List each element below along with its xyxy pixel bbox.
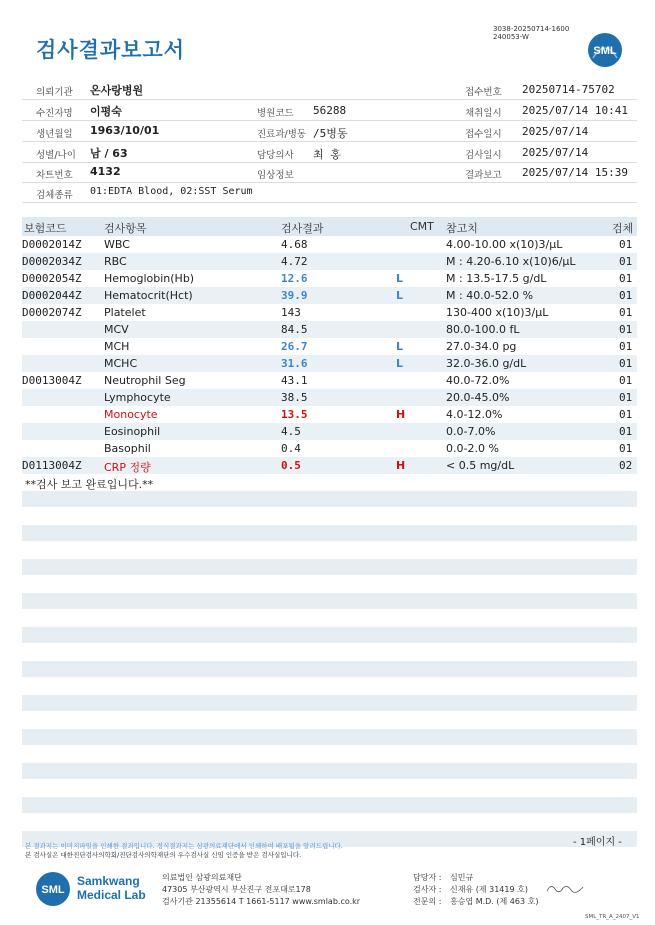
- table-row: [22, 270, 637, 287]
- divider: [22, 120, 637, 121]
- hospital-value: 온사랑병원: [90, 84, 144, 97]
- org-name: 의료법인 삼광의료재단: [162, 873, 242, 882]
- cell-item: Monocyte: [104, 408, 158, 421]
- page-indicator: - 1페이지 -: [573, 837, 622, 848]
- signature-icon: [545, 880, 585, 894]
- cell-result: 12.6: [281, 272, 308, 285]
- cell-code: D0002074Z: [22, 306, 82, 319]
- empty-row: [22, 593, 637, 609]
- cell-result: 4.5: [281, 425, 301, 438]
- cell-code: D0113004Z: [22, 459, 82, 472]
- cell-item: Basophil: [104, 442, 151, 455]
- doctor-label: 담당의사: [257, 150, 294, 161]
- svg-text:SML: SML: [41, 884, 65, 896]
- notice-line-1: 본 결과지는 이미지파일을 인쇄한 결과입니다. 정식결과지는 삼광의료재단에서 인쇄하여 배포됨을 알려드립니다.: [25, 842, 343, 850]
- divider: [22, 141, 637, 142]
- chart-label: 차트번호: [36, 170, 73, 181]
- cell-item: MCHC: [104, 357, 138, 370]
- collected-value: 2025/07/14 10:41: [522, 104, 628, 117]
- reference-code: 3038-20250714-1600 240053-W: [493, 25, 570, 41]
- reported-value: 2025/07/14 15:39: [522, 166, 628, 179]
- table-row: [22, 236, 637, 253]
- header-result: 검사결과: [281, 222, 324, 235]
- cell-ref: 20.0-45.0%: [446, 391, 510, 404]
- cell-item: Neutrophil Seg: [104, 374, 186, 387]
- divider: [22, 182, 637, 183]
- cell-specimen: 01: [619, 238, 633, 251]
- table-row: [22, 457, 637, 474]
- empty-row: [22, 695, 637, 711]
- header-specimen: 검체: [612, 222, 634, 235]
- birth-value: 1963/10/01: [90, 124, 160, 137]
- sml-logo-icon: [587, 32, 623, 68]
- empty-row: [22, 661, 637, 677]
- divider: [22, 99, 637, 100]
- reported-label: 결과보고: [465, 170, 502, 181]
- cell-ref: 130-400 x(10)3/μL: [446, 306, 549, 319]
- table-row: [22, 406, 637, 423]
- table-row: [22, 440, 637, 457]
- cell-specimen: 01: [619, 272, 633, 285]
- cell-code: D0002034Z: [22, 255, 82, 268]
- cell-cmt: L: [396, 289, 404, 302]
- cell-specimen: 01: [619, 357, 633, 370]
- org-address: 47305 부산광역시 부산진구 전포대로178: [162, 885, 311, 894]
- specimen-label: 검체종류: [36, 190, 73, 201]
- hospital-code-value: 56288: [313, 104, 347, 117]
- page-title: 검사결과보고서: [36, 38, 186, 62]
- cell-specimen: 01: [619, 255, 633, 268]
- empty-row: [22, 729, 637, 745]
- header-code: 보험코드: [24, 222, 67, 235]
- staff-1: 심민규: [450, 873, 474, 882]
- received-label: 접수일시: [465, 129, 502, 140]
- cell-code: D0002044Z: [22, 289, 82, 302]
- cell-code: D0002014Z: [22, 238, 82, 251]
- staff-label-2: 검사자 :: [413, 885, 442, 894]
- staff-3: 홍승엽 M.D. (제 463 호): [450, 897, 539, 906]
- birth-label: 생년월일: [36, 129, 73, 140]
- cell-ref: < 0.5 mg/dL: [446, 459, 515, 472]
- cell-ref: M : 40.0-52.0 %: [446, 289, 534, 302]
- cell-result: 31.6: [281, 357, 308, 370]
- cell-item: Hemoglobin(Hb): [104, 272, 195, 285]
- collected-label: 채취일시: [465, 108, 502, 119]
- cell-specimen: 01: [619, 442, 633, 455]
- empty-row: [22, 797, 637, 813]
- cell-ref: 27.0-34.0 pg: [446, 340, 517, 353]
- cell-result: 143: [281, 306, 301, 319]
- receipt-no-value: 20250714-75702: [522, 83, 615, 96]
- cell-specimen: 01: [619, 323, 633, 336]
- dept-value: /5병동: [313, 127, 348, 140]
- org-contact: 검사기관 21355614 T 1661-5117 www.smlab.co.kr: [162, 897, 361, 906]
- receipt-no-label: 접수번호: [465, 87, 502, 98]
- dept-label: 진료과/병동: [257, 129, 307, 140]
- table-row: [22, 321, 637, 338]
- tested-label: 검사일시: [465, 150, 502, 161]
- cell-ref: 4.00-10.00 x(10)3/μL: [446, 238, 563, 251]
- cell-result: 13.5: [281, 408, 308, 421]
- header-ref: 참고치: [446, 222, 478, 235]
- hospital-code-label: 병원코드: [257, 108, 294, 119]
- cell-item: Lymphocyte: [104, 391, 171, 404]
- table-row: [22, 372, 637, 389]
- empty-row: [22, 763, 637, 779]
- cell-result: 4.68: [281, 238, 308, 251]
- hospital-label: 의뢰기관: [36, 87, 73, 98]
- divider: [22, 162, 637, 163]
- cell-ref: 32.0-36.0 g/dL: [446, 357, 527, 370]
- cell-result: 38.5: [281, 391, 308, 404]
- table-row: [22, 423, 637, 440]
- results-table-header: [22, 217, 637, 236]
- staff-label-3: 전문의 :: [413, 897, 442, 906]
- empty-row: [22, 525, 637, 541]
- cell-item: WBC: [104, 238, 130, 251]
- cell-ref: 0.0-7.0%: [446, 425, 496, 438]
- cell-item: MCV: [104, 323, 129, 336]
- empty-row: [22, 559, 637, 575]
- cell-result: 0.5: [281, 459, 301, 472]
- table-row: [22, 304, 637, 321]
- cell-specimen: 01: [619, 374, 633, 387]
- cell-cmt: H: [396, 408, 406, 421]
- svg-text:SML: SML: [593, 45, 617, 57]
- footer-logo-name: Samkwang Medical Lab: [77, 874, 146, 902]
- header-cmt: CMT: [410, 220, 434, 233]
- cell-item: Eosinophil: [104, 425, 161, 438]
- cell-item: MCH: [104, 340, 130, 353]
- cell-result: 84.5: [281, 323, 308, 336]
- cell-cmt: L: [396, 357, 404, 370]
- cell-specimen: 01: [619, 306, 633, 319]
- cell-result: 26.7: [281, 340, 308, 353]
- cell-code: D0002054Z: [22, 272, 82, 285]
- cell-ref: 4.0-12.0%: [446, 408, 503, 421]
- doc-code: SML_TR_A_2407_V1: [585, 914, 640, 920]
- doctor-value: 최 홍: [313, 148, 341, 161]
- notice-line-2: 본 검사실은 대한진단검사의학회/진단검사의학재단의 우수검사실 신임 인증을 받은 검사실입니다.: [25, 851, 302, 859]
- cell-result: 39.9: [281, 289, 308, 302]
- cell-ref: 0.0-2.0 %: [446, 442, 499, 455]
- staff-label-1: 담당자 :: [413, 873, 442, 882]
- name-value: 이평숙: [90, 105, 122, 118]
- table-row: [22, 338, 637, 355]
- sex-age-label: 성별/나이: [36, 150, 76, 161]
- sml-footer-logo-icon: [35, 871, 71, 907]
- cell-specimen: 01: [619, 340, 633, 353]
- cell-code: D0013004Z: [22, 374, 82, 387]
- cell-specimen: 01: [619, 425, 633, 438]
- sex-age-value: 남 / 63: [90, 147, 128, 160]
- cell-item: Hematocrit(Hct): [104, 289, 193, 302]
- cell-item: Platelet: [104, 306, 146, 319]
- cell-ref: M : 4.20-6.10 x(10)6/μL: [446, 255, 576, 268]
- cell-item: CRP 정량: [104, 461, 151, 474]
- empty-row: [22, 491, 637, 507]
- chart-value: 4132: [90, 165, 121, 178]
- cell-specimen: 02: [619, 459, 633, 472]
- name-label: 수진자명: [36, 108, 73, 119]
- cell-specimen: 01: [619, 289, 633, 302]
- header-item: 검사항목: [104, 222, 147, 235]
- clinical-label: 임상정보: [257, 170, 294, 181]
- cell-item: RBC: [104, 255, 127, 268]
- cell-cmt: L: [396, 340, 404, 353]
- empty-row: [22, 627, 637, 643]
- cell-specimen: 01: [619, 408, 633, 421]
- cell-result: 4.72: [281, 255, 308, 268]
- staff-2: 신재유 (제 31419 호): [450, 885, 528, 894]
- cell-result: 43.1: [281, 374, 308, 387]
- cell-specimen: 01: [619, 391, 633, 404]
- specimen-value: 01:EDTA Blood, 02:SST Serum: [90, 186, 253, 197]
- cell-ref: 40.0-72.0%: [446, 374, 510, 387]
- cell-ref: 80.0-100.0 fL: [446, 323, 520, 336]
- cell-result: 0.4: [281, 442, 301, 455]
- table-row: [22, 287, 637, 304]
- table-row: [22, 389, 637, 406]
- cell-ref: M : 13.5-17.5 g/dL: [446, 272, 547, 285]
- tested-value: 2025/07/14: [522, 146, 589, 159]
- received-value: 2025/07/14: [522, 125, 589, 138]
- cell-cmt: H: [396, 459, 406, 472]
- report-complete-note: **검사 보고 완료입니다.**: [25, 478, 154, 491]
- table-row: [22, 253, 637, 270]
- table-row: [22, 355, 637, 372]
- cell-cmt: L: [396, 272, 404, 285]
- divider: [22, 202, 637, 203]
